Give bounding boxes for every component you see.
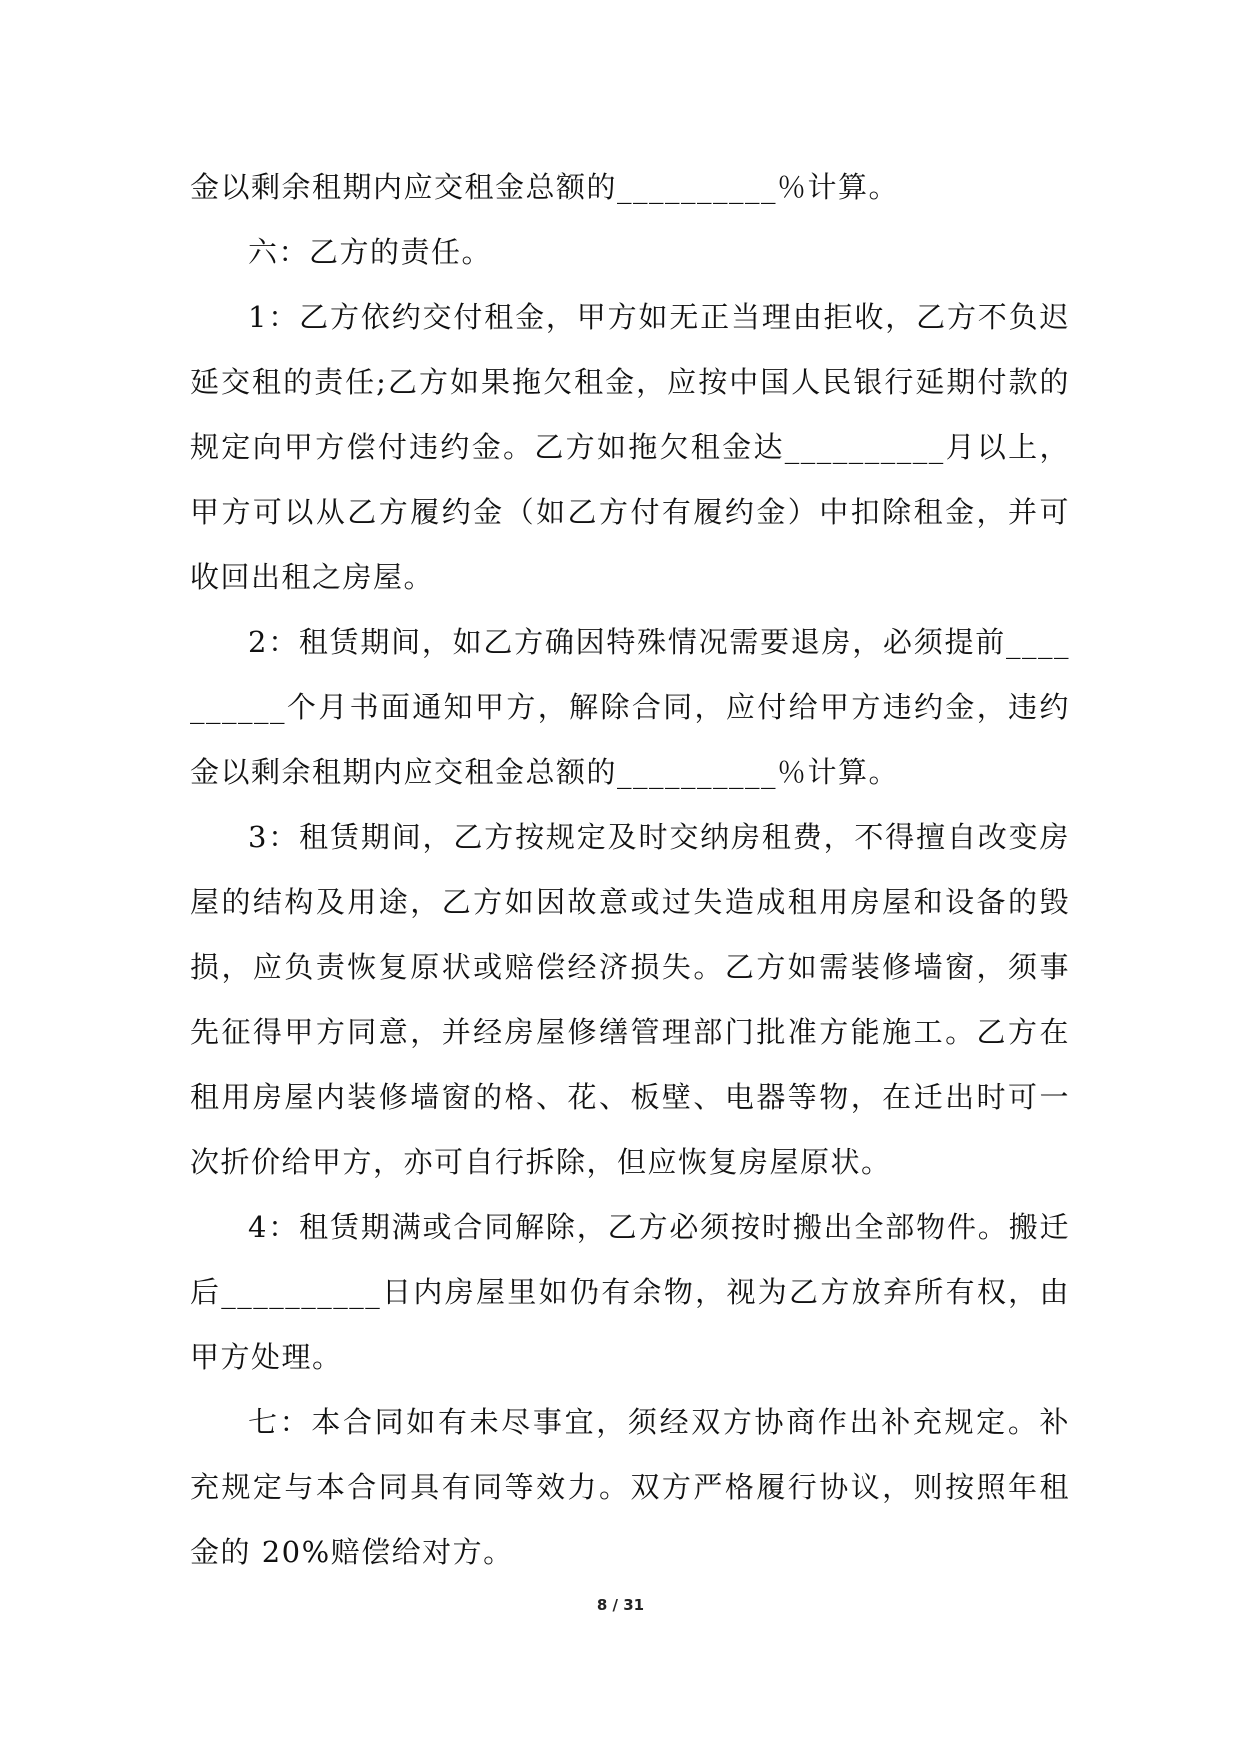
section-heading-six: 六：乙方的责任。 (248, 235, 493, 269)
clause-2-paragraph: 2：租赁期间，如乙方确因特殊情况需要退房，必须提前__________个月书面通知甲方，解除合同，应付给甲方违约金，违约金以剩余租期内应交租金总额的__________％计算。 (190, 625, 1070, 789)
page-number: 8 / 31 (596, 1596, 645, 1614)
clause-1-paragraph: 1：乙方依约交付租金，甲方如无正当理由拒收，乙方不负迟延交租的责任;乙方如果拖欠租金，应按中国人民银行延期付款的规定向甲方偿付违约金。乙方如拖欠租金达__________月以上，甲方可以从乙方履约金（如乙方付有履约金）中扣除租金，并可收回出租之房屋。 (190, 300, 1070, 594)
clause-4-paragraph: 4：租赁期满或合同解除，乙方必须按时搬出全部物件。搬迁后__________日内房屋里如仍有余物，视为乙方放弃所有权，由甲方处理。 (190, 1210, 1070, 1374)
paragraph-continuation: 金以剩余租期内应交租金总额的__________％计算。 (190, 170, 900, 204)
clause-3-paragraph: 3：租赁期间，乙方按规定及时交纳房租费，不得擅自改变房屋的结构及用途，乙方如因故意或过失造成租用房屋和设备的毁损，应负责恢复原状或赔偿经济损失。乙方如需装修墙窗，须事先征得甲方同意，并经房屋修缮管理部门批准方能施工。乙方在租用房屋内装修墙窗的格、花、板壁、电器等物，在迁出时可一次折价给甲方，亦可自行拆除，但应恢复房屋原状。 (190, 820, 1070, 1179)
document-body (190, 155, 1070, 1585)
section-seven-paragraph: 七：本合同如有未尽事宜，须经双方协商作出补充规定。补充规定与本合同具有同等效力。双方严格履行协议，则按照年租金的 20%赔偿给对方。 (190, 1405, 1070, 1569)
